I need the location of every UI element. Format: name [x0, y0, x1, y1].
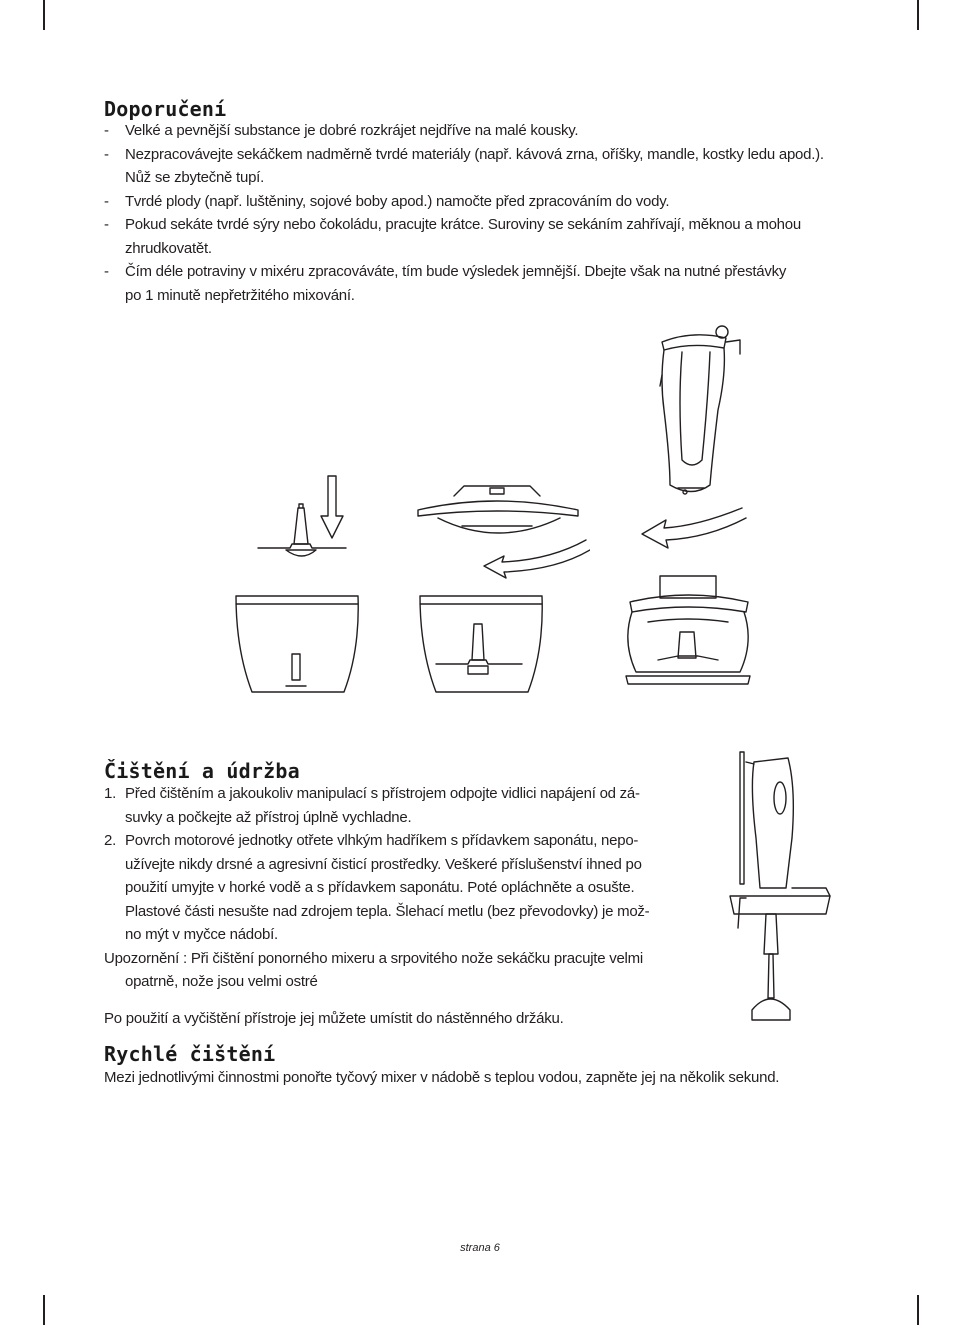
crop-mark	[917, 1295, 919, 1325]
assembled-chopper-illustration	[618, 572, 758, 692]
list-item-continuation: po 1 minutě nepřetržitého mixování.	[125, 286, 355, 304]
section-title-cleaning: Čištění a údržba	[104, 759, 300, 783]
chopper-lid-illustration	[410, 482, 590, 582]
page-number: strana 6	[460, 1242, 500, 1254]
list-item: 1. Před čištěním a jakoukoliv manipulací s přístrojem odpojte vidlici napájení od zá-	[104, 785, 640, 802]
bowl-with-blade-illustration	[416, 590, 556, 700]
curved-arrow-illustration	[638, 504, 748, 554]
quick-cleaning-text: Mezi jednotlivými činnostmi ponořte tyčový mixer v nádobě s teplou vodou, zapněte jej na několik sekund.	[104, 1069, 780, 1086]
list-item: - Nezpracovávejte sekáčkem nadměrně tvrdé materiály (např. kávová zrna, oříšky, mandle, kostky ledu apod.).	[104, 145, 824, 163]
warning-continuation: opatrně, nože jsou velmi ostré	[125, 973, 318, 990]
crop-mark	[43, 0, 45, 30]
list-item-continuation: Nůž se zbytečně tupí.	[125, 169, 264, 186]
warning-note: Upozornění : Při čištění ponorného mixeru a srpovitého nože sekáčku pracujte velmi	[104, 949, 643, 967]
list-item: - Tvrdé plody (např. luštěniny, sojové boby apod.) namočte před zpracováním do vody.	[104, 192, 670, 210]
warning-label: Upozornění :	[104, 949, 187, 967]
list-item-continuation: zhrudkovatět.	[125, 239, 212, 257]
section-title-quick-cleaning: Rychlé čištění	[104, 1042, 276, 1066]
crop-mark	[917, 0, 919, 30]
crop-mark	[43, 1295, 45, 1325]
motor-unit-illustration	[652, 320, 742, 500]
list-item-continuation: no mýt v myčce nádobí.	[125, 926, 278, 943]
list-item: 2. Povrch motorové jednotky otřete vlhkým hadříkem s přídavkem saponátu, nepo-	[104, 832, 639, 849]
list-item-continuation: Plastové části nesušte nad zdrojem tepla. Šlehací metlu (bez převodovky) je mož-	[125, 902, 650, 920]
list-item-continuation: použití umyjte v horké vodě a s přídavkem saponátu. Poté opláchněte a osušte.	[125, 879, 635, 896]
list-item-continuation: užívejte nikdy drsné a agresivní čisticí prostředky. Veškeré příslušenství ihned po	[125, 855, 642, 873]
blade-insert-illustration	[250, 468, 360, 578]
section-title-recommendations: Doporučení	[104, 97, 227, 121]
bowl-illustration	[232, 590, 372, 700]
list-item: - Pokud sekáte tvrdé sýry nebo čokoládu, pracujte krátce. Suroviny se sekáním zahřívají, měknou a mohou	[104, 216, 801, 233]
wall-mount-blender-illustration	[726, 748, 836, 1038]
list-item-continuation: suvky a počkejte až přístroj úplně vychladne.	[125, 808, 412, 826]
storage-note: Po použití a vyčištění přístroje jej můžete umístit do nástěnného držáku.	[104, 1010, 564, 1027]
list-item: - Čím déle potraviny v mixéru zpracováváte, tím bude výsledek jemnější. Dbejte však na nutné přestávky	[104, 263, 787, 280]
recommendation-list	[104, 119, 824, 307]
list-item: - Velké a pevnější substance je dobré rozkrájet nejdříve na malé kousky.	[104, 122, 579, 139]
cleaning-steps	[104, 782, 649, 994]
